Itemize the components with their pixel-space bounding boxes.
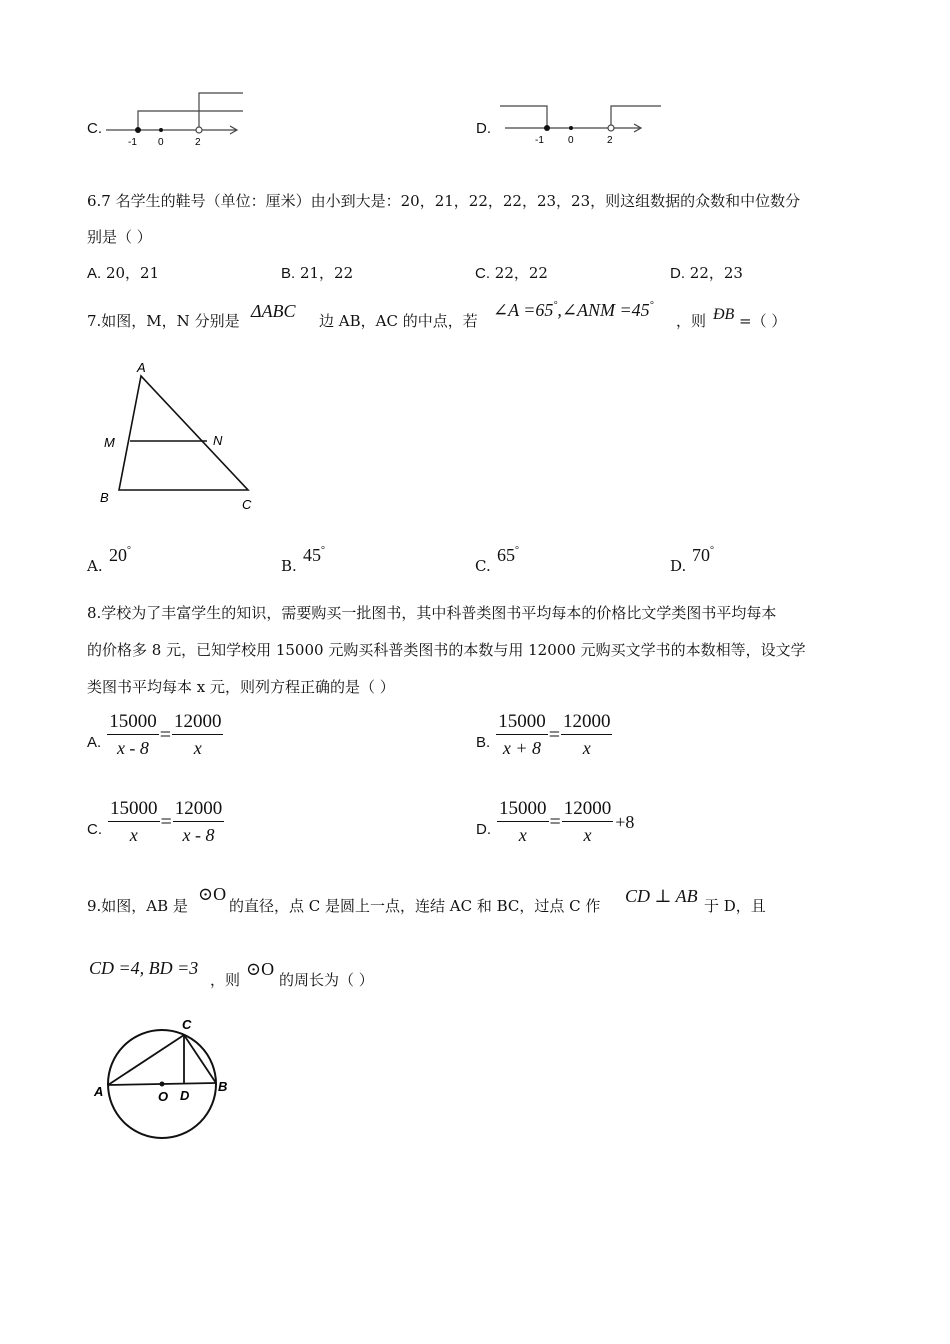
- q7-triangle-abc: ΔABC: [251, 301, 296, 321]
- q7-angle-b: ÐB: [713, 306, 735, 323]
- plus-eight: +8: [615, 811, 635, 832]
- q9-stem-b: 的直径，点 C 是圆上一点，连结 AC 和 BC，过点 C 作: [229, 897, 601, 915]
- q8-option-c[interactable]: [87, 799, 224, 845]
- q9-circle-o: ⊙O: [198, 884, 227, 904]
- vertex-label-a: A: [137, 360, 146, 375]
- q9-stem-d: ，则: [210, 971, 241, 989]
- q6-stem-line1: 6.7 名学生的鞋号（单位：厘米）由小到大是：20，21，22，22，23，23，则这组数据的众数和中位数分: [87, 192, 801, 210]
- q7-stem-b: 边 AB，AC 的中点，若: [319, 312, 478, 330]
- q9-perpendicular: CD ⊥ AB: [625, 886, 698, 906]
- equals-sign: =: [160, 810, 172, 833]
- degree-sign: °: [649, 300, 654, 311]
- option-label: B.: [281, 557, 297, 575]
- q9-circle-o2: ⊙O: [246, 959, 275, 979]
- angle-a: ∠A =65: [493, 300, 554, 320]
- option-label: D.: [476, 820, 491, 838]
- fraction-left: $\frac{15000}{x - 8}$: [109, 711, 157, 758]
- vertex-label-m: M: [104, 435, 115, 450]
- fraction-left: $\frac{15000}{x}$: [110, 798, 158, 845]
- fraction-right: $\frac{12000}{x}$: [562, 711, 611, 758]
- option-label: B.: [476, 733, 491, 751]
- option-text: 21，22: [299, 264, 354, 282]
- point-label-c: C: [182, 1017, 192, 1032]
- option-value: 45°: [303, 545, 325, 565]
- q7-triangle-figure: [95, 358, 265, 518]
- q6-option-d[interactable]: [670, 266, 743, 281]
- q7-stem-d: =（ ）: [739, 312, 787, 330]
- q5-option-d-label: D.: [476, 120, 491, 137]
- option-text: 22，23: [689, 264, 743, 282]
- option-label: D.: [670, 265, 685, 282]
- option-label: A.: [87, 733, 102, 751]
- q9-stem-e: 的周长为（ ）: [279, 971, 374, 989]
- equals-sign: =: [549, 810, 561, 833]
- equals-sign: =: [548, 723, 560, 746]
- q6-option-a[interactable]: [87, 266, 159, 281]
- q7-angle-conditions: [493, 300, 654, 321]
- fraction-left: $\frac{15000}{x}$: [499, 798, 547, 845]
- tick-label: 0: [568, 135, 574, 146]
- degree-sign: °: [553, 300, 558, 311]
- q6-option-c[interactable]: [475, 266, 548, 281]
- tick-label: 2: [607, 135, 613, 146]
- vertex-label-c: C: [242, 497, 252, 512]
- tick-label: 0: [158, 137, 164, 148]
- q9-stem-a: 9.如图，AB 是: [87, 897, 188, 915]
- q5-option-c-label: C.: [87, 120, 102, 137]
- option-label: C.: [87, 820, 102, 838]
- q8-stem-line2: 的价格多 8 元，已知学校用 15000 元购买科普类图书的本数与用 12000 元购买文学书的本数相等，设文学: [87, 641, 806, 659]
- q9-circle-figure: [88, 1012, 238, 1147]
- option-value: 65°: [497, 545, 519, 565]
- option-label: A.: [87, 557, 103, 575]
- fraction-right: $\frac{12000}{x}$: [173, 711, 222, 758]
- fraction-right: $\frac{12000}{x}$: [563, 798, 612, 845]
- option-label: D.: [670, 557, 687, 575]
- point-label-o: O: [158, 1089, 169, 1104]
- tick-label: -1: [535, 135, 544, 146]
- option-label: B.: [281, 265, 296, 282]
- point-label-a: A: [94, 1084, 104, 1099]
- option-value: 70°: [692, 545, 714, 565]
- option-label: C.: [475, 557, 491, 575]
- vertex-label-b: B: [100, 490, 109, 505]
- fraction-right: $\frac{12000}{x - 8}$: [174, 798, 223, 845]
- fraction-left: $\frac{15000}{x + 8}$: [498, 711, 546, 758]
- option-text: 22，22: [494, 264, 548, 282]
- q8-stem-line3: 类图书平均每本 x 元，则列方程正确的是（ ）: [87, 678, 395, 696]
- q7-stem-a: 7.如图，M，N 分别是: [87, 312, 240, 330]
- q6-option-b[interactable]: [281, 266, 353, 281]
- vertex-label-n: N: [213, 433, 223, 448]
- q5-option-c-numberline: [100, 88, 250, 150]
- angle-anm: ,∠ANM =45: [557, 300, 650, 320]
- q5-option-d-numberline: [495, 96, 665, 152]
- option-text: 20，21: [105, 264, 160, 282]
- q8-option-d[interactable]: [476, 799, 634, 845]
- option-value: 20°: [109, 545, 131, 565]
- option-label: A.: [87, 265, 102, 282]
- q9-given-lengths: CD =4, BD =3: [89, 958, 199, 978]
- q8-option-b[interactable]: [476, 712, 612, 758]
- equals-sign: =: [159, 723, 171, 746]
- option-label: C.: [475, 265, 490, 282]
- q7-stem-c: ，则: [676, 312, 707, 330]
- tick-label: 2: [195, 137, 201, 148]
- tick-label: -1: [128, 137, 137, 148]
- q9-stem-c: 于 D，且: [704, 897, 766, 915]
- point-label-b: B: [218, 1079, 228, 1094]
- q8-stem-line1: 8.学校为了丰富学生的知识，需要购买一批图书，其中科普类图书平均每本的价格比文学类图书平均每本: [87, 604, 777, 622]
- point-label-d: D: [180, 1088, 190, 1103]
- q6-stem-line2: 别是（ ）: [87, 228, 152, 246]
- q8-option-a[interactable]: [87, 712, 223, 758]
